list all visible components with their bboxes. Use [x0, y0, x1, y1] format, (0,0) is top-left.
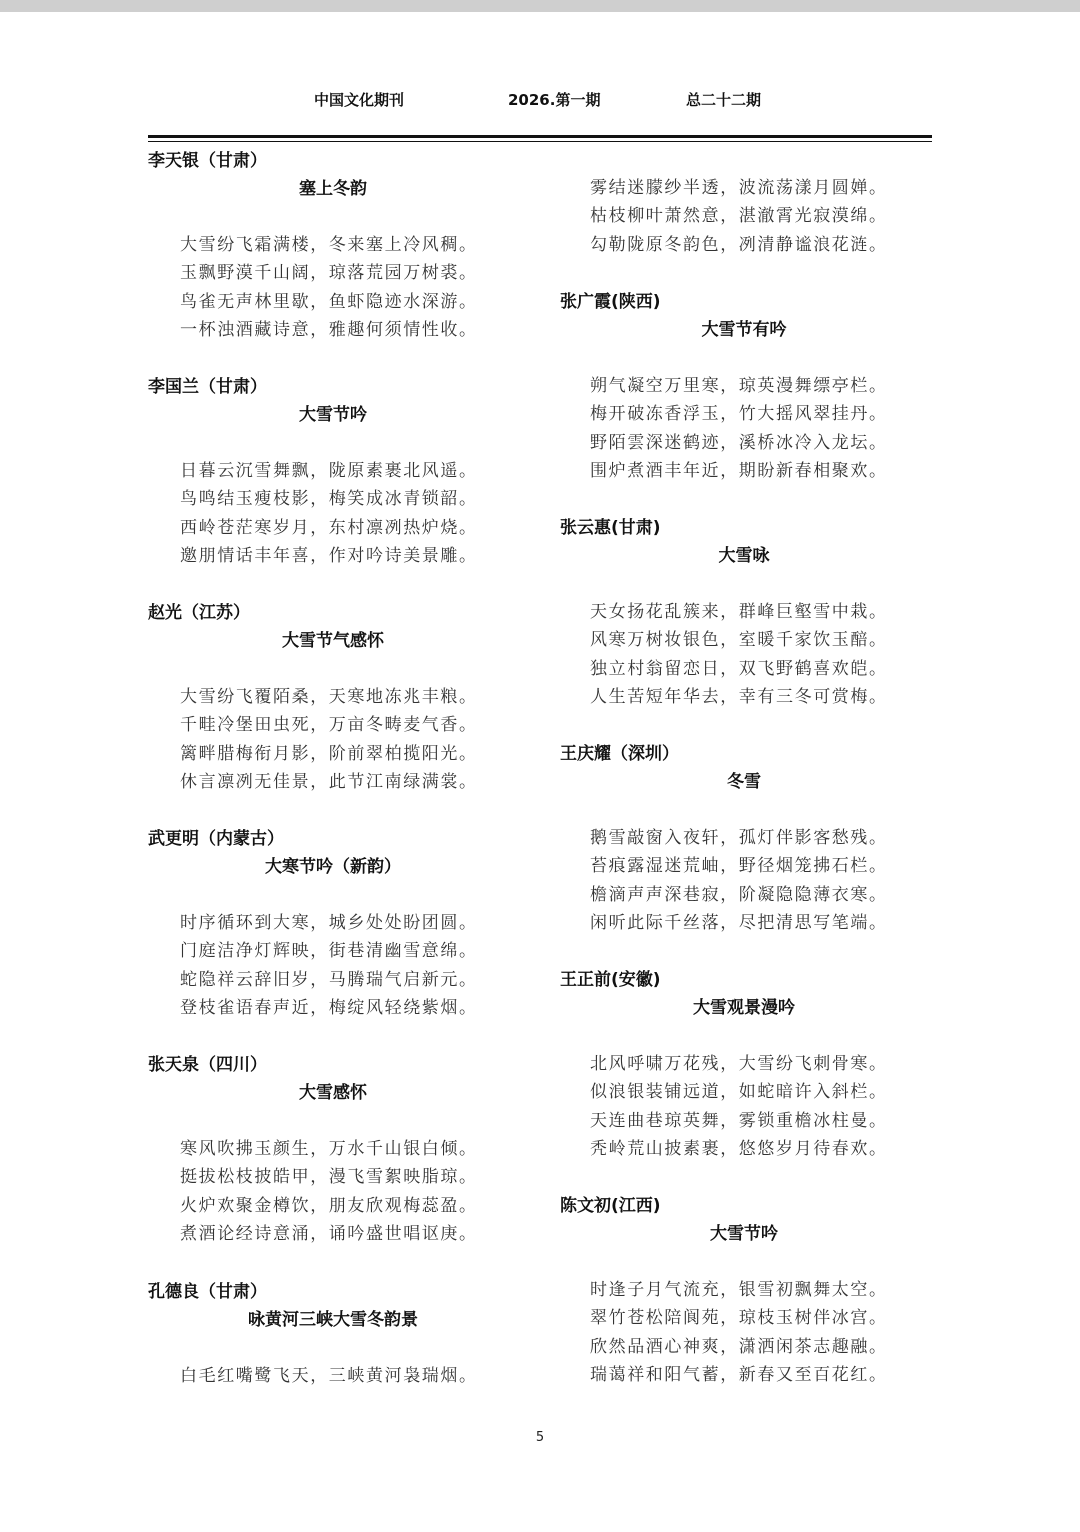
poem-line: 欣然品酒心神爽，潇洒闲茶志趣融。: [590, 1336, 888, 1357]
poem-line: 野陌雲深迷鹤迹，溪桥冰冷入龙坛。: [590, 432, 888, 453]
poem-line: 北风呼啸万花残，大雪纷飞刺骨寒。: [590, 1054, 888, 1074]
poem-line: 似浪银装铺远道，如蛇暗许入斜栏。: [590, 1082, 888, 1103]
poem-line: 枯枝柳叶萧然意，湛澈霄光寂漠绵。: [590, 206, 888, 227]
poem-title: 大雪节吟: [710, 1224, 778, 1244]
poem-line: 鸟鸣结玉瘦枝影，梅笑成冰青锁韶。: [180, 489, 478, 510]
header-rule-thin: [148, 141, 932, 142]
poem-title: 大雪节吟: [299, 405, 367, 425]
poem-title: 咏黄河三峡大雪冬韵景: [248, 1310, 418, 1330]
poem-line: 白毛红嘴鹭飞天，三峡黄河袅瑞烟。: [180, 1366, 478, 1386]
poem-line: 秃岭荒山披素裹，悠悠岁月待春欢。: [590, 1138, 888, 1159]
poem-title: 大雪节气感怀: [282, 631, 384, 651]
poem-author: 李天银（甘肃）: [148, 151, 267, 171]
poem-line: 檐滴声声深巷寂，阶凝隐隐薄衣寒。: [590, 884, 888, 905]
poem-line: 独立村翁留恋日，双飞野鹤喜欢皑。: [590, 658, 888, 679]
poem-line: 西岭苍茫寒岁月，东村凛冽热炉烧。: [180, 517, 478, 538]
poem-line: 朔气凝空万里寒，琼英漫舞缥亭栏。: [590, 376, 888, 396]
poem-line: 篱畔腊梅衔月影，阶前翠柏揽阳光。: [180, 743, 478, 764]
poem-line: 大雪纷飞霜满楼，冬来塞上冷风稠。: [180, 235, 478, 255]
poem-title: 大雪咏: [718, 546, 770, 566]
poem-author: 孔德良（甘肃）: [148, 1282, 267, 1302]
poem-line: 门庭洁净灯辉映，街巷清幽雪意绵。: [180, 941, 478, 962]
poem-title: 大雪观景漫吟: [693, 998, 795, 1018]
poem-line: 闲听此际千丝落，尽把清思写笔端。: [590, 912, 888, 933]
poem-line: 瑞蔼祥和阳气蓄，新春又至百花红。: [590, 1364, 888, 1385]
poem-line: 勾勒陇原冬韵色，冽清静谧浪花涟。: [590, 234, 888, 255]
poem-line: 时序循环到大寒，城乡处处盼团圆。: [180, 913, 478, 933]
poem-author: 王庆耀（深圳）: [560, 744, 679, 764]
top-gray-bar: [0, 0, 1080, 12]
poem-author: 武更明（内蒙古）: [148, 829, 284, 849]
poem-line: 人生苦短年华去，幸有三冬可赏梅。: [590, 686, 888, 707]
poem-line: 围炉煮酒丰年近，期盼新春相聚欢。: [590, 460, 888, 481]
poem-line: 雾结迷朦纱半透，波流荡漾月圆婵。: [590, 178, 888, 198]
poem-line: 登枝雀语春声近，梅绽风轻绕紫烟。: [180, 997, 478, 1018]
header-rule-thick: [148, 135, 932, 138]
poem-line: 大雪纷飞覆陌桑，天寒地冻兆丰粮。: [180, 687, 478, 707]
poem-author: 张天泉（四川）: [148, 1055, 267, 1075]
poem-author: 李国兰（甘肃）: [148, 377, 267, 397]
poem-line: 鹅雪敲窗入夜轩，孤灯伴影客愁残。: [590, 828, 888, 848]
header-issue: 2026.第一期: [508, 91, 601, 109]
header-total: 总二十二期: [686, 91, 762, 109]
poem-line: 风寒万树妆银色，室暖千家饮玉醅。: [590, 630, 888, 651]
poem-line: 邀朋情话丰年喜，作对吟诗美景雕。: [180, 545, 478, 566]
poem-line: 蛇隐祥云辞旧岁，马腾瑞气启新元。: [180, 969, 478, 990]
poem-line: 时逢子月气流充，银雪初飘舞太空。: [590, 1280, 888, 1300]
poem-author: 王正前(安徽): [560, 970, 661, 990]
poem-author: 赵光（江苏）: [148, 603, 250, 623]
poem-title: 大寒节吟（新韵）: [265, 857, 401, 877]
poem-title: 冬雪: [727, 772, 761, 792]
poem-title: 塞上冬韵: [299, 179, 367, 199]
poem-author: 张广霞(陕西): [560, 292, 661, 312]
poem-line: 千畦冷堡田虫死，万亩冬畴麦气香。: [180, 715, 478, 736]
poem-line: 玉飘野漠千山阔，琼落荒园万树裘。: [180, 263, 478, 284]
poem-line: 苔痕露湿迷荒岫，野径烟笼拂石栏。: [590, 856, 888, 877]
poem-line: 天连曲巷琼英舞，雾锁重檐冰柱曼。: [590, 1110, 888, 1131]
page-number: 5: [535, 1430, 545, 1445]
poem-author: 张云惠(甘肃): [560, 518, 661, 538]
poem-line: 寒风吹拂玉颜生，万水千山银白倾。: [180, 1139, 478, 1159]
poem-author: 陈文初(江西): [560, 1196, 661, 1216]
poem-line: 休言凛冽无佳景，此节江南绿满裳。: [180, 771, 478, 792]
poem-line: 梅开破冻香浮玉，竹大摇风翠挂丹。: [590, 404, 888, 425]
poem-line: 一杯浊酒藏诗意，雅趣何须情性收。: [180, 319, 478, 340]
poem-line: 挺拔松枝披皓甲，漫飞雪絮映脂琼。: [180, 1167, 478, 1188]
poem-line: 天女扬花乱簇来，群峰巨壑雪中栽。: [590, 602, 888, 622]
header-journal: 中国文化期刊: [314, 91, 405, 109]
poem-line: 日暮云沉雪舞飘，陇原素裹北风遥。: [180, 461, 478, 481]
poem-line: 火炉欢聚金樽饮，朋友欣观梅蕊盈。: [180, 1195, 478, 1216]
poem-title: 大雪感怀: [299, 1083, 367, 1103]
poem-line: 煮酒论经诗意涌，诵吟盛世唱讴庚。: [180, 1223, 478, 1244]
poem-line: 翠竹苍松陪阆苑，琼枝玉树伴冰宫。: [590, 1308, 888, 1329]
poem-title: 大雪节有吟: [701, 320, 787, 340]
poem-line: 鸟雀无声林里歇，鱼虾隐迹水深游。: [180, 291, 478, 312]
